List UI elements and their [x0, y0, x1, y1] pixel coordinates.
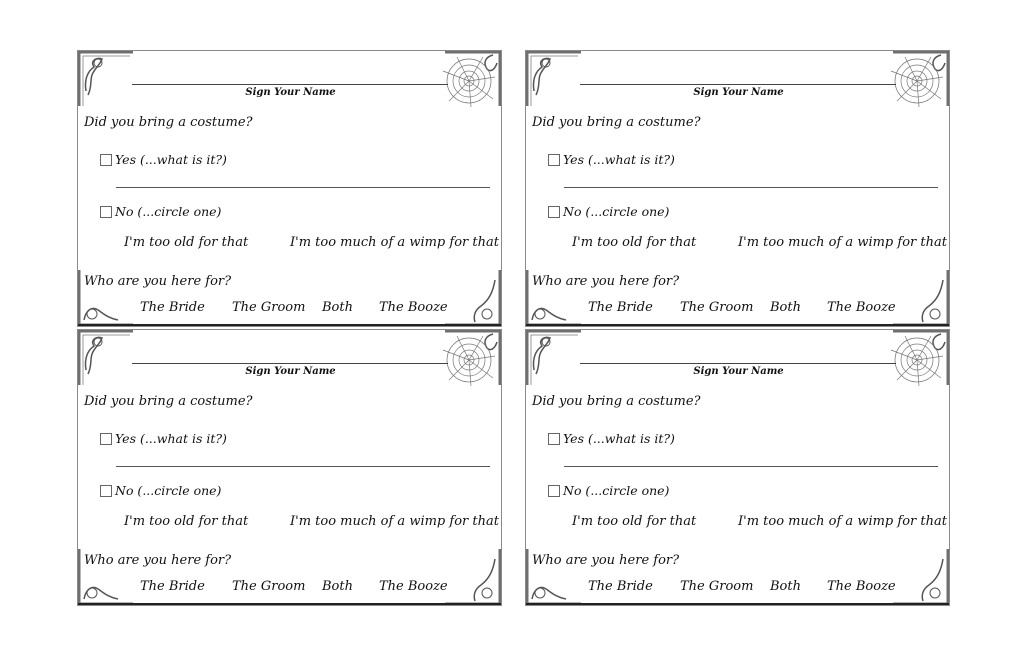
signature-label: Sign Your Name	[693, 87, 784, 98]
reason-wimp[interactable]: I'm too much of a wimp for that	[290, 514, 499, 529]
guest-option-both[interactable]: Both	[770, 579, 801, 594]
spiderweb-icon	[889, 53, 945, 109]
no-checkbox[interactable]	[548, 206, 560, 218]
ornate-corner-icon	[78, 51, 134, 107]
yes-option[interactable]	[100, 152, 227, 167]
rsvp-card	[77, 329, 502, 606]
ornate-corner-icon	[526, 51, 582, 107]
reason-too-old[interactable]: I'm too old for that	[124, 235, 249, 250]
spiderweb-icon	[889, 332, 945, 388]
reason-too-old[interactable]: I'm too old for that	[124, 514, 249, 529]
guest-option-bride[interactable]: The Bride	[588, 579, 653, 594]
no-option[interactable]	[548, 483, 669, 498]
yes-checkbox[interactable]	[100, 154, 112, 166]
signature-label: Sign Your Name	[693, 366, 784, 377]
rsvp-card	[525, 329, 950, 606]
yes-checkbox[interactable]	[548, 433, 560, 445]
signature-line[interactable]	[132, 84, 448, 85]
ornate-corner-icon	[445, 549, 501, 605]
guest-option-both[interactable]: Both	[770, 300, 801, 315]
no-label: No (...circle one)	[563, 483, 670, 498]
no-label: No (...circle one)	[563, 204, 670, 219]
signature-label: Sign Your Name	[245, 87, 336, 98]
spiderweb-icon	[441, 332, 497, 388]
no-checkbox[interactable]	[100, 206, 112, 218]
costume-answer-line[interactable]	[564, 466, 938, 467]
guest-option-groom[interactable]: The Groom	[232, 579, 306, 594]
guest-option-booze[interactable]: The Booze	[379, 300, 448, 315]
guest-option-bride[interactable]: The Bride	[588, 300, 653, 315]
guest-option-bride[interactable]: The Bride	[140, 300, 205, 315]
signature-line[interactable]	[580, 363, 896, 364]
ornate-corner-icon	[78, 330, 134, 386]
card-bottom-rule	[78, 603, 501, 605]
costume-answer-line[interactable]	[116, 187, 490, 188]
reason-wimp[interactable]: I'm too much of a wimp for that	[738, 514, 947, 529]
yes-checkbox[interactable]	[548, 154, 560, 166]
guest-option-groom[interactable]: The Groom	[232, 300, 306, 315]
yes-checkbox[interactable]	[100, 433, 112, 445]
yes-label: Yes (...what is it?)	[563, 431, 675, 446]
yes-label: Yes (...what is it?)	[115, 431, 227, 446]
guest-option-both[interactable]: Both	[322, 300, 353, 315]
guest-option-booze[interactable]: The Booze	[379, 579, 448, 594]
yes-label: Yes (...what is it?)	[563, 152, 675, 167]
costume-question: Did you bring a costume?	[532, 115, 701, 130]
guest-option-booze[interactable]: The Booze	[827, 300, 896, 315]
guest-question: Who are you here for?	[84, 274, 232, 289]
card-bottom-rule	[78, 324, 501, 326]
guest-question: Who are you here for?	[84, 553, 232, 568]
yes-option[interactable]	[100, 431, 227, 446]
card-bottom-rule	[526, 324, 949, 326]
ornate-corner-icon	[445, 270, 501, 326]
guest-question: Who are you here for?	[532, 274, 680, 289]
costume-answer-line[interactable]	[116, 466, 490, 467]
reason-too-old[interactable]: I'm too old for that	[572, 235, 697, 250]
guest-question: Who are you here for?	[532, 553, 680, 568]
rsvp-card	[77, 50, 502, 327]
yes-label: Yes (...what is it?)	[115, 152, 227, 167]
no-option[interactable]	[100, 204, 221, 219]
signature-line[interactable]	[580, 84, 896, 85]
no-label: No (...circle one)	[115, 483, 222, 498]
guest-option-booze[interactable]: The Booze	[827, 579, 896, 594]
costume-answer-line[interactable]	[564, 187, 938, 188]
ornate-corner-icon	[893, 270, 949, 326]
yes-option[interactable]	[548, 431, 675, 446]
costume-question: Did you bring a costume?	[532, 394, 701, 409]
rsvp-card	[525, 50, 950, 327]
guest-option-groom[interactable]: The Groom	[680, 300, 754, 315]
signature-label: Sign Your Name	[245, 366, 336, 377]
guest-option-both[interactable]: Both	[322, 579, 353, 594]
reason-wimp[interactable]: I'm too much of a wimp for that	[738, 235, 947, 250]
card-bottom-rule	[526, 603, 949, 605]
guest-option-bride[interactable]: The Bride	[140, 579, 205, 594]
no-option[interactable]	[100, 483, 221, 498]
ornate-corner-icon	[526, 330, 582, 386]
no-checkbox[interactable]	[100, 485, 112, 497]
costume-question: Did you bring a costume?	[84, 394, 253, 409]
yes-option[interactable]	[548, 152, 675, 167]
guest-option-groom[interactable]: The Groom	[680, 579, 754, 594]
ornate-corner-icon	[893, 549, 949, 605]
spiderweb-icon	[441, 53, 497, 109]
no-checkbox[interactable]	[548, 485, 560, 497]
costume-question: Did you bring a costume?	[84, 115, 253, 130]
no-label: No (...circle one)	[115, 204, 222, 219]
reason-too-old[interactable]: I'm too old for that	[572, 514, 697, 529]
signature-line[interactable]	[132, 363, 448, 364]
reason-wimp[interactable]: I'm too much of a wimp for that	[290, 235, 499, 250]
no-option[interactable]	[548, 204, 669, 219]
